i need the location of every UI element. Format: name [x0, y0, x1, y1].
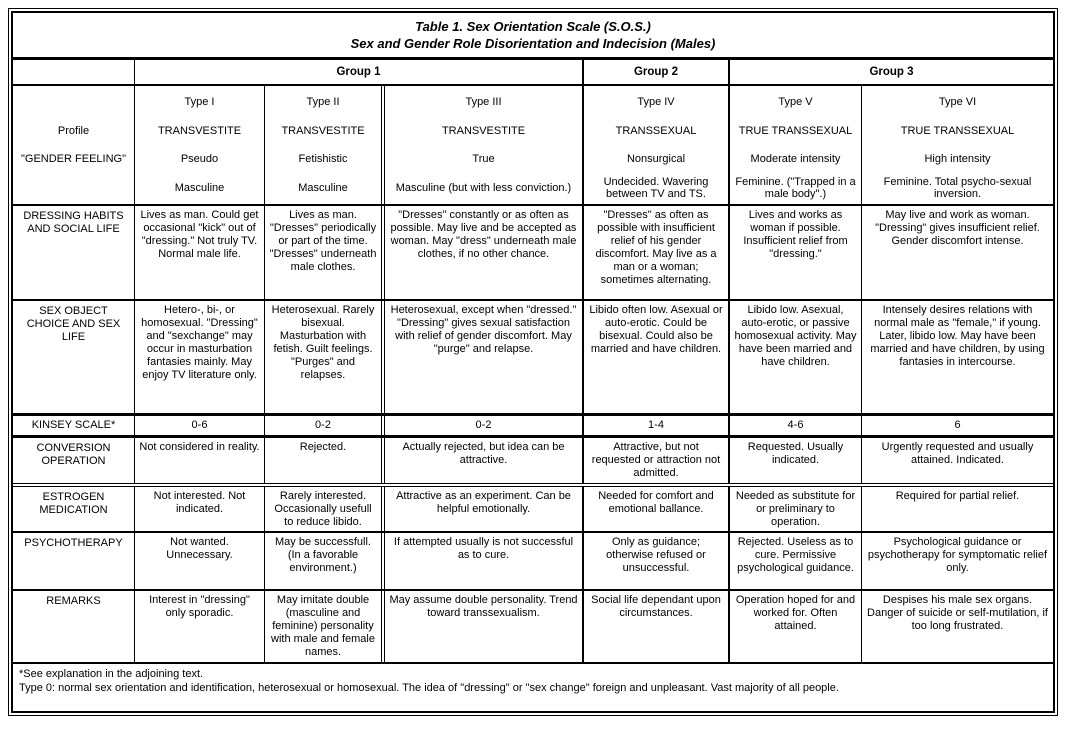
row-label-conversion-operation: CONVERSION OPERATION [36, 442, 111, 467]
profile-label-line1: Profile [57, 124, 90, 137]
table-cell: Needed for comfort and emotional ballance. [582, 487, 728, 531]
table-cell: 0-6 [134, 416, 264, 435]
profile-row [13, 84, 1053, 204]
table-cell: "Dresses" constantly or as often as possible. May live and be accepted as woman. May "dress" underneath male clothes, if no other chance. [381, 206, 582, 299]
table-cell: Attractive as an experiment. Can be helpful emotionally. [381, 487, 582, 531]
table-cell: Heterosexual. Rarely bisexual. Masturbation with fetish. Guilt feelings. "Purges" and relapses. [264, 301, 381, 413]
table-cell: Intensely desires relations with normal male as "female," if young. Later, libido low. May have been married and have children, by using fantasies in intercourse. [861, 301, 1053, 413]
table-cell: May be successfull. (In a favorable environment.) [264, 533, 381, 589]
table-cell: Not considered in reality. [134, 438, 264, 483]
table-cell: Actually rejected, but idea can be attractive. [381, 438, 582, 483]
table-cell: Lives as man. "Dresses" periodically or part of the time. "Dresses" underneath male clothes. [264, 206, 381, 299]
table-cell: Interest in "dressing" only sporadic. [134, 591, 264, 662]
type-header-type2: Type II TRANSVESTITE Fetishistic Masculine [264, 86, 381, 204]
table-cell: 1-4 [582, 416, 728, 435]
table-cell: Required for partial relief. [861, 487, 1053, 531]
type-header-type4: Type IV TRANSSEXUAL Nonsurgical Undecided. Wavering between TV and TS. [582, 86, 728, 204]
row-label-profile [13, 86, 134, 204]
table-cell: If attempted usually is not successful as to cure. [381, 533, 582, 589]
row-label-sex-object-choice: SEX OBJECT CHOICE AND SEX LIFE [26, 305, 121, 343]
table-cell: Rejected. [264, 438, 381, 483]
footnote-line1: *See explanation in the adjoining text. [19, 668, 204, 680]
sos-table [11, 11, 1055, 713]
table-cell: Operation hoped for and worked for. Often attained. [728, 591, 861, 662]
row-conversion-operation [13, 435, 1053, 483]
table-cell: Urgently requested and usually attained. Indicated. [861, 438, 1053, 483]
table-cell: Psychological guidance or psychotherapy for symptomatic relief only. [861, 533, 1053, 589]
table-cell: 4-6 [728, 416, 861, 435]
table-cell: Hetero-, bi-, or homosexual. "Dressing" and "sexchange" may occur in masturbation fantasies mainly. May enjoy TV literature only. [134, 301, 264, 413]
table-title-line1: Table 1. Sex Orientation Scale (S.O.S.) [415, 19, 651, 34]
table-cell: Rejected. Useless as to cure. Permissive psychological guidance. [728, 533, 861, 589]
row-sex-object-choice [13, 299, 1053, 413]
table-cell: Not wanted. Unnecessary. [134, 533, 264, 589]
table-cell: Despises his male sex organs. Danger of suicide or self-mutilation, if too long frustrated. [861, 591, 1053, 662]
table-cell: Requested. Usually indicated. [728, 438, 861, 483]
row-label-psychotherapy: PSYCHOTHERAPY [24, 537, 123, 549]
table-cell: Libido often low. Asexual or auto-erotic. Could be bisexual. Could also be married and have children. [582, 301, 728, 413]
table-frame [8, 8, 1058, 716]
profile-label-line2: "GENDER FEELING" [21, 153, 126, 166]
table-cell: 0-2 [264, 416, 381, 435]
table-title [13, 13, 1053, 57]
table-cell: Rarely interested. Occasionally usefull to reduce libido. [264, 487, 381, 531]
group-header-group3: Group 3 [728, 60, 1053, 84]
row-psychotherapy [13, 531, 1053, 589]
table-cell: 6 [861, 416, 1053, 435]
table-cell: Lives as man. Could get occasional "kick" out of "dressing." Not truly TV. Normal male life. [134, 206, 264, 299]
row-label-dressing-habits: DRESSING HABITS AND SOCIAL LIFE [23, 210, 124, 235]
table-cell: Attractive, but not requested or attraction not admitted. [582, 438, 728, 483]
table-cell: 0-2 [381, 416, 582, 435]
table-cell: Social life dependant upon circumstances. [582, 591, 728, 662]
group-header-group2: Group 2 [582, 60, 728, 84]
table-cell: May imitate double (masculine and feminine) personality with male and female names. [264, 591, 381, 662]
table-cell: Needed as substitute for or preliminary to operation. [728, 487, 861, 531]
row-estrogen-medication [13, 483, 1053, 531]
group-header-empty [13, 60, 134, 84]
footnotes [13, 662, 1053, 711]
row-remarks [13, 589, 1053, 662]
table-cell: "Dresses" as often as possible with insufficient relief of his gender discomfort. May live as a man or a woman; sometimes alternating. [582, 206, 728, 299]
table-cell: Libido low. Asexual, auto-erotic, or passive homosexual activity. May have been married and have children. [728, 301, 861, 413]
row-label-kinsey-scale: KINSEY SCALE* [31, 419, 116, 431]
table-cell: May live and work as woman. "Dressing" gives insufficient relief. Gender discomfort intense. [861, 206, 1053, 299]
row-label-estrogen-medication: ESTROGEN MEDICATION [39, 491, 108, 516]
type-header-type5: Type V TRUE TRANSSEXUAL Moderate intensity Feminine. ("Trapped in a male body".) [728, 86, 861, 204]
row-dressing-habits [13, 204, 1053, 299]
row-kinsey-scale [13, 413, 1053, 435]
table-cell: Lives and works as woman if possible. Insufficient relief from "dressing." [728, 206, 861, 299]
group-header-row [13, 57, 1053, 84]
table-title-line2: Sex and Gender Role Disorientation and Indecision (Males) [350, 36, 716, 51]
table-cell: May assume double personality. Trend toward transsexualism. [381, 591, 582, 662]
type-header-type3: Type III TRANSVESTITE True Masculine (but with less conviction.) [381, 86, 582, 204]
table-cell: Heterosexual, except when "dressed." "Dressing" gives sexual satisfaction with relief of gender discomfort. May "purge" and relapse. [381, 301, 582, 413]
footnote-line2: Type 0: normal sex orientation and identification, heterosexual or homosexual. The idea of "dressing" or "sex change" foreign and unpleasant. Vast majority of all people. [19, 682, 839, 694]
type-header-type6: Type VI TRUE TRANSSEXUAL High intensity Feminine. Total psycho-sexual inversion. [861, 86, 1053, 204]
group-header-group1: Group 1 [134, 60, 582, 84]
table-cell: Only as guidance; otherwise refused or unsuccessful. [582, 533, 728, 589]
table-cell: Not interested. Not indicated. [134, 487, 264, 531]
type-header-type1: Type I TRANSVESTITE Pseudo Masculine [134, 86, 264, 204]
row-label-remarks: REMARKS [46, 595, 101, 607]
